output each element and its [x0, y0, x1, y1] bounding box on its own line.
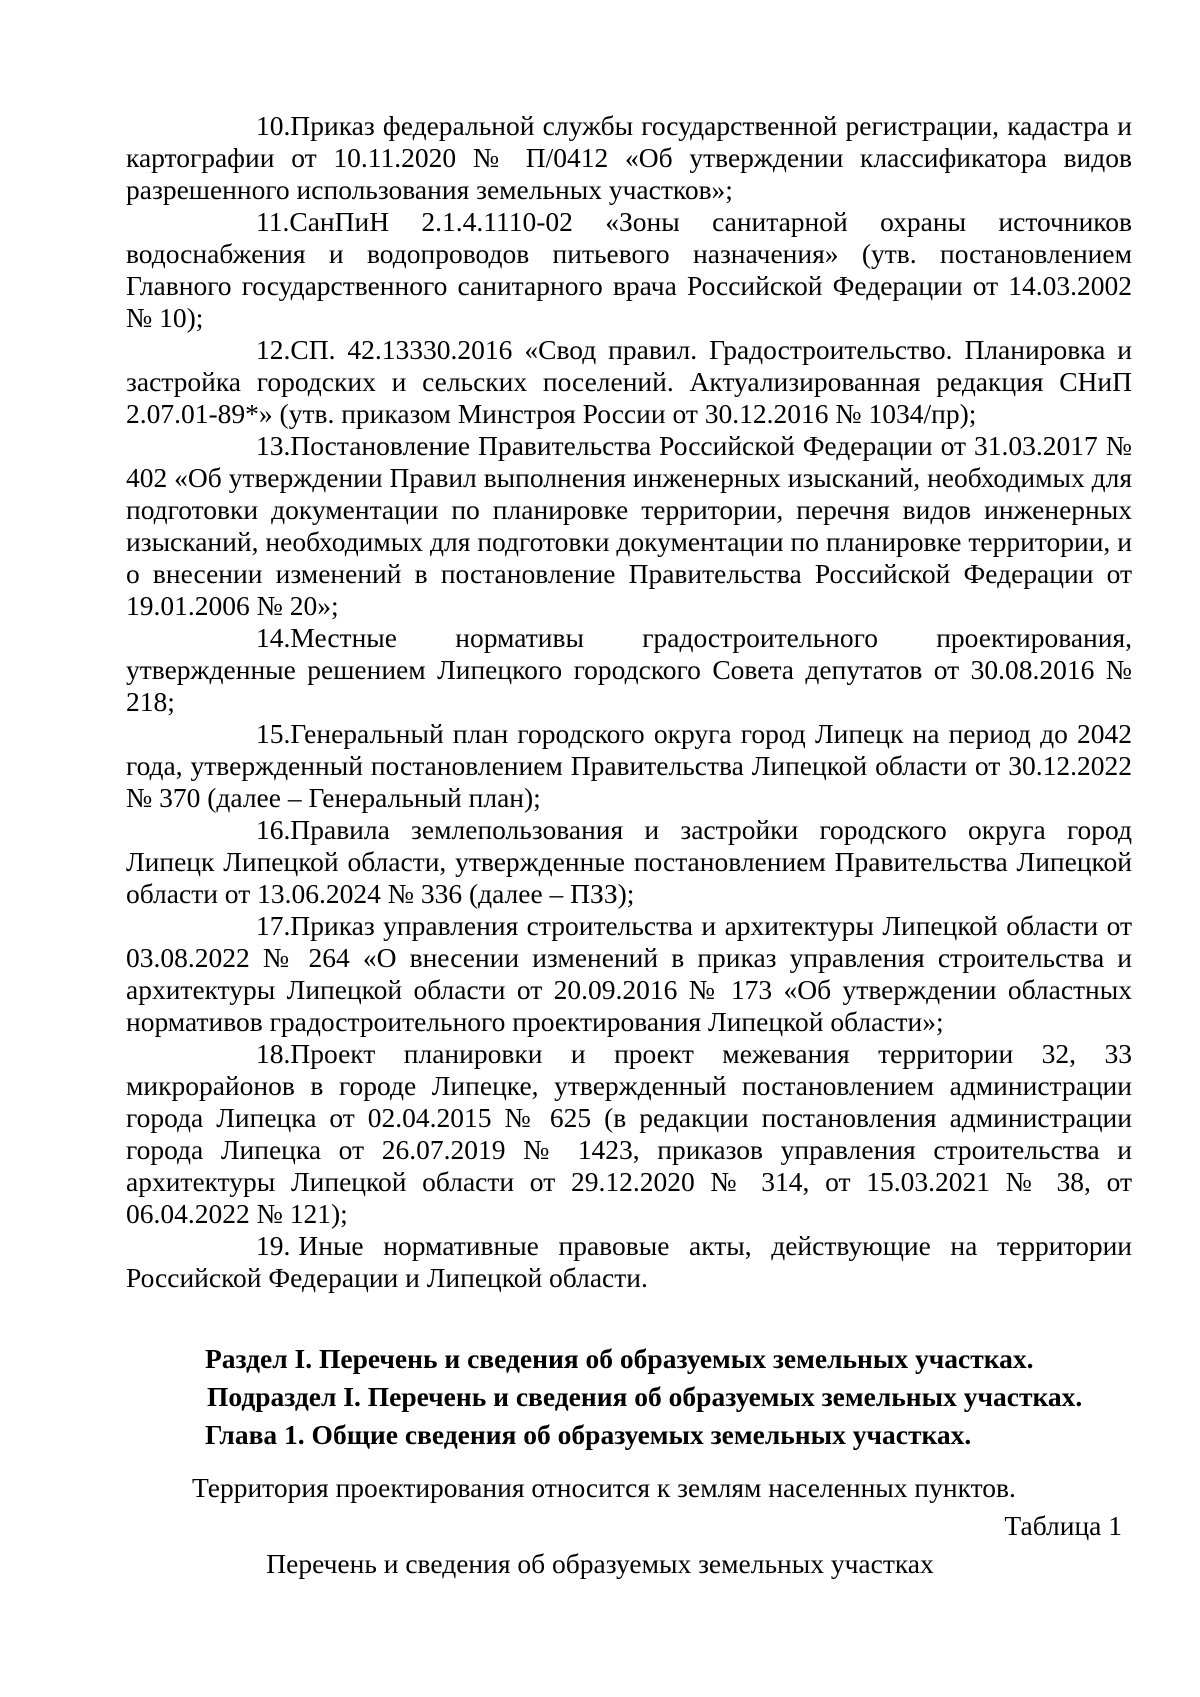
- list-item-18: [126, 1038, 1132, 1230]
- table-caption: Перечень и сведения об образуемых земельных участках: [266, 1548, 934, 1579]
- list-item-15: [126, 718, 1132, 814]
- list-item-14: [126, 622, 1132, 718]
- item-number: 18.: [256, 1038, 291, 1069]
- item-text: Приказ управления строительства и архитектуры Липецкой области от 03.08.2022 № 264 «О внесении изменений в приказ управления строительства и архитектуры Липецкой области от 20.09.2016 № 173 «Об утверждении областных нормативов градостроительного проектирования Липецкой области»;: [126, 910, 1132, 1037]
- item-text: Местные нормативы градостроительного проектирования, утвержденные решением Липецкого городского Совета депутатов от 30.08.2016 № 218;: [126, 622, 1132, 717]
- item-text: Приказ федеральной службы государственной регистрации, кадастра и картографии от 10.11.2020 № П/0412 «Об утверждении классификатора видов разрешенного использования земельных участков»;: [126, 110, 1132, 205]
- item-text: Генеральный план городского округа город Липецк на период до 2042 года, утвержденный постановлением Правительства Липецкой области от 30.12.2022 № 370 (далее – Генеральный план);: [126, 718, 1132, 813]
- territory-note: Территория проектирования относится к землям населенных пунктов.: [192, 1472, 1016, 1503]
- item-text: СП. 42.13330.2016 «Свод правил. Градостроительство. Планировка и застройка городских и сельских поселений. Актуализированная редакция СНиП 2.07.01-89*» (утв. приказом Минстроя России от 30.12.2016 № 1034/пр);: [126, 334, 1132, 429]
- list-item-12: [126, 334, 1132, 430]
- item-text: Постановление Правительства Российской Федерации от 31.03.2017 № 402 «Об утверждении Правил выполнения инженерных изысканий, необходимых для подготовки документации по планировке территории, перечня видов инженерных изысканий, необходимых для подготовки документации по планировке территории, и о внесении изменений в постановление Правительства Российской Федерации от 19.01.2006 № 20»;: [126, 430, 1132, 621]
- item-number: 13.: [256, 430, 291, 461]
- item-text: Иные нормативные правовые акты, действующие на территории Российской Федерации и Липецкой области.: [126, 1230, 1132, 1293]
- item-text: Правила землепользования и застройки городского округа город Липецк Липецкой области, утвержденные постановлением Правительства Липецкой области от 13.06.2024 № 336 (далее – ПЗЗ);: [126, 814, 1132, 909]
- list-item-16: [126, 814, 1132, 910]
- list-item-19: [126, 1230, 1132, 1294]
- section-heading: Раздел I. Перечень и сведения об образуемых земельных участках.: [205, 1343, 1034, 1374]
- item-number: 14.: [256, 622, 291, 653]
- chapter-heading: Глава 1. Общие сведения об образуемых земельных участках.: [205, 1419, 972, 1450]
- list-item-17: [126, 910, 1132, 1038]
- item-number: 16.: [256, 814, 291, 845]
- item-number: 10.: [256, 110, 291, 141]
- section-headings: [205, 1340, 1125, 1454]
- item-number: 19.: [256, 1230, 291, 1261]
- item-text: Проект планировки и проект межевания территории 32, 33 микрорайонов в городе Липецке, утвержденный постановлением администрации города Липецка от 02.04.2015 № 625 (в редакции постановления администрации города Липецка от 26.07.2019 № 1423, приказов управления строительства и архитектуры Липецкой области от 29.12.2020 № 314, от 15.03.2021 № 38, от 06.04.2022 № 121);: [126, 1038, 1132, 1229]
- subsection-heading: Подраздел I. Перечень и сведения об образуемых земельных участках.: [207, 1381, 1083, 1412]
- list-item-11: [126, 206, 1132, 334]
- item-number: 17.: [256, 910, 291, 941]
- item-text: СанПиН 2.1.4.1110-02 «Зоны санитарной охраны источников водоснабжения и водопроводов питьевого назначения» (утв. постановлением Главного государственного санитарного врача Российской Федерации от 14.03.2002 № 10);: [126, 206, 1132, 333]
- item-number: 15.: [256, 718, 291, 749]
- list-item-13: [126, 430, 1132, 622]
- item-number: 12.: [256, 334, 291, 365]
- table-label: Таблица 1: [1004, 1510, 1122, 1541]
- item-number: 11.: [256, 206, 290, 237]
- list-item-10: [126, 110, 1132, 206]
